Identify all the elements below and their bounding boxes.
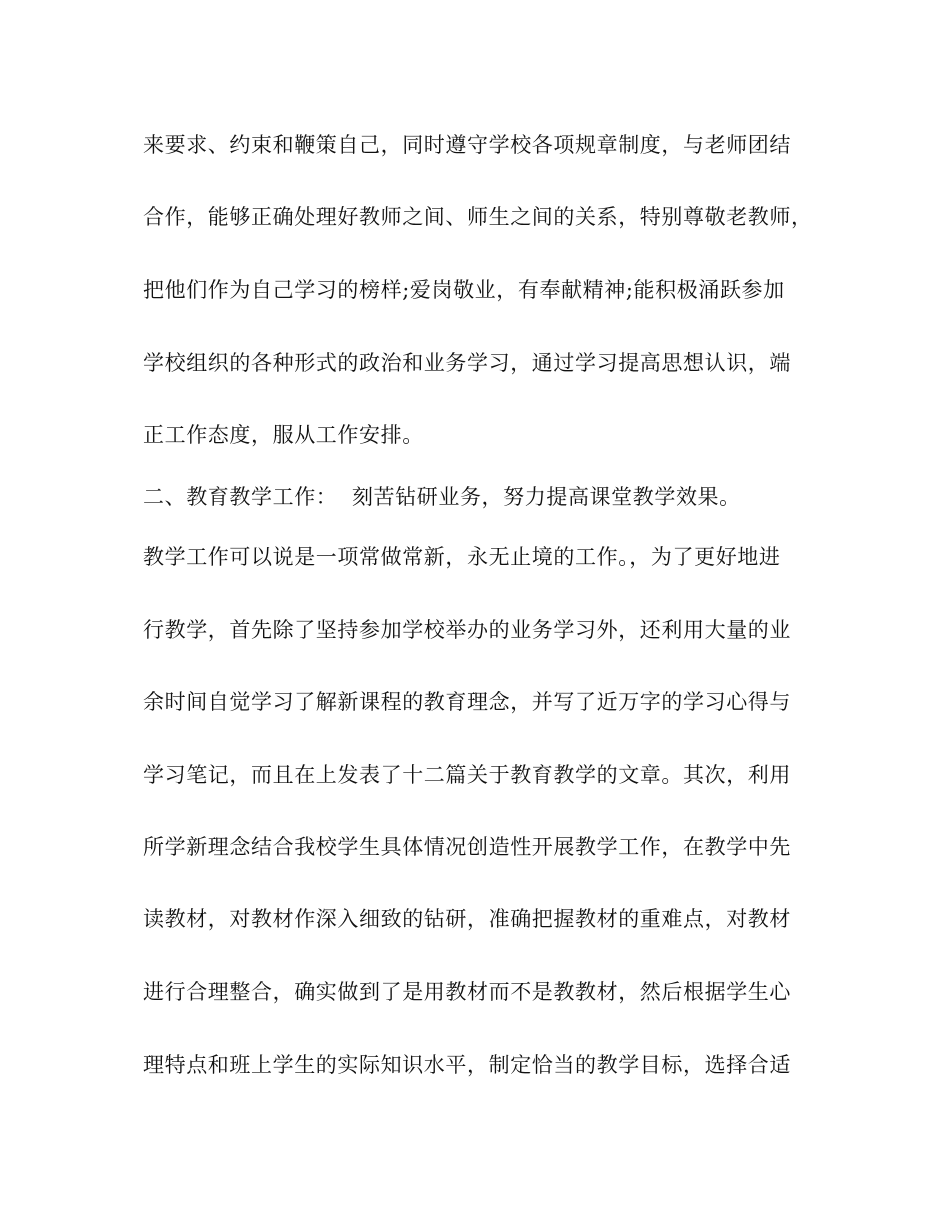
- paragraph-1-line-4: 学校组织的各种形式的政治和业务学习，通过学习提高思想认识，端: [143, 351, 791, 375]
- paragraph-2-line-5: 所学新理念结合我校学生具体情况创造性开展教学工作，在教学中先: [143, 835, 791, 859]
- paragraph-2-line-3: 余时间自觉学习了解新课程的教育理念，并写了近万字的学习心得与: [143, 690, 791, 714]
- paragraph-1-line-1: 来要求、约束和鞭策自己，同时遵守学校各项规章制度，与老师团结: [143, 133, 791, 157]
- paragraph-2-line-7: 进行合理整合，确实做到了是用教材而不是教教材，然后根据学生心: [143, 980, 791, 1004]
- paragraph-2-line-6: 读教材，对教材作深入细致的钻研，准确把握教材的重难点，对教材: [143, 907, 791, 931]
- paragraph-2-line-2: 行教学，首先除了坚持参加学校举办的业务学习外，还利用大量的业: [143, 618, 791, 642]
- paragraph-2-line-1: 教学工作可以说是一项常做常新，永无止境的工作。，为了更好地进: [143, 545, 781, 569]
- paragraph-2-line-4: 学习笔记，而且在上发表了十二篇关于教育教学的文章。其次，利用: [143, 763, 791, 787]
- paragraph-1-line-2: 合作，能够正确处理好教师之间、师生之间的关系，特别尊敬老教师，: [143, 205, 813, 229]
- paragraph-1-line-3: 把他们作为自己学习的榜样;爱岗敬业，有奉献精神;能积极涌跃参加: [143, 278, 785, 302]
- section-heading: 二、教育教学工作： 刻苦钻研业务，努力提高课堂教学效果。: [143, 485, 741, 509]
- paragraph-2-line-8: 理特点和班上学生的实际知识水平，制定恰当的教学目标，选择合适: [143, 1053, 791, 1077]
- paragraph-1-line-5: 正工作态度，服从工作安排。: [143, 423, 424, 447]
